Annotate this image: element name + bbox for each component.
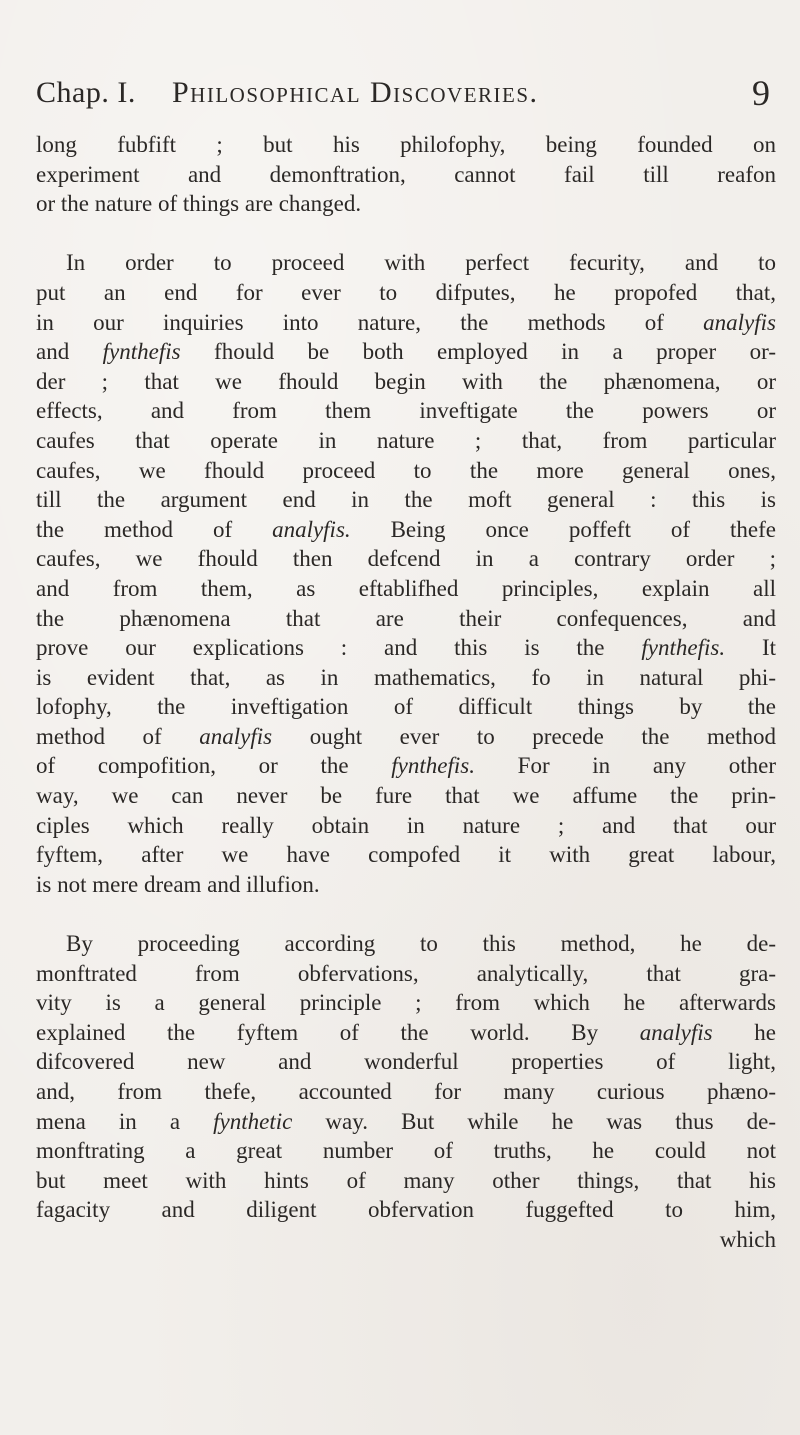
text-line [36,988,776,1018]
text-line [36,633,776,663]
text-run: vity is a general principle ; from which he afterwards [36,990,776,1016]
text-line [36,278,776,308]
text-line [36,811,776,841]
text-line [36,1195,776,1225]
text-line [36,929,776,959]
text-run: method of [36,723,200,749]
text-run: By proceeding according to this method, he de- [66,931,776,957]
text-line [36,515,776,545]
text-run: way. But while he was thus de- [292,1108,777,1134]
text-run: explained the fyftem of the world. By [36,1019,640,1045]
text-run: fhould be both employed in a proper or- [180,339,776,365]
text-run: and from them, as eftablifhed principles, explain all [36,575,776,601]
text-run: caufes, we fhould then defcend in a contrary order ; [36,546,776,572]
text-run: caufes, we fhould proceed to the more general ones, [36,457,776,483]
text-run: In order to proceed with perfect fecurity, and to [66,250,776,276]
text-run: monftrated from obfervations, analytically, that gra- [36,960,776,986]
text-run: fagacity and diligent obfervation fuggefted to him, [36,1197,776,1223]
text-line [36,426,776,456]
text-line [36,396,776,426]
text-run: fyftem, after we have compofed it with great labour, [36,842,776,868]
text-run: caufes that operate in nature ; that, from particular [36,427,776,453]
text-run: till the argument end in the moft general : this is [36,487,776,513]
text-line [36,781,776,811]
text-run: lofophy, the inveftigation of difficult things by the [36,694,776,720]
italic-term: fynthefis. [391,753,475,779]
text-line [36,959,776,989]
running-header [36,68,770,116]
text-line [36,248,776,278]
paragraph [36,248,776,899]
chapter-label: Chap. I. [36,76,136,109]
text-run: the phænomena that are their confequences, and [36,605,776,631]
paragraph-gap [36,219,776,249]
italic-term: analyfis [703,309,776,335]
italic-term: fynthefis [102,339,181,365]
text-run: mena in a [36,1108,214,1134]
text-line [36,870,776,900]
text-run: the method of [36,516,273,542]
text-line [36,663,776,693]
text-run: which [719,1226,776,1252]
paragraph [36,130,776,219]
text-run: difcovered new and wonderful properties of light, [36,1049,776,1075]
text-run: but meet with hints of many other things, that his [36,1167,776,1193]
text-line [36,308,776,338]
italic-term: analyfis [199,723,273,749]
text-run: experiment and demonftration, cannot fail till reafon [36,161,776,187]
text-line [36,130,776,160]
text-run: ought ever to precede the method [272,723,776,749]
text-run: long fubfift ; but his philofophy, being founded on [36,132,776,157]
text-line [36,1018,776,1048]
text-line [36,189,776,219]
text-line [36,1136,776,1166]
paragraph [36,929,776,1255]
text-line [36,367,776,397]
text-line [36,574,776,604]
text-line [36,456,776,486]
text-line [36,1225,776,1255]
text-run: is evident that, as in mathematics, fo in natural phi- [36,664,776,690]
text-run: or the nature of things are changed. [36,191,362,217]
text-run: der ; that we fhould begin with the phænomena, or [36,368,776,394]
text-run: in our inquiries into nature, the methods of [36,309,704,335]
italic-term: analyfis. [272,516,351,542]
text-run: put an end for ever to difputes, he propofed that, [36,279,776,305]
text-line [36,337,776,367]
text-run: he [712,1019,776,1045]
italic-term: fynthefis. [641,635,726,661]
text-line [36,485,776,515]
text-line [36,1047,776,1077]
text-run: prove our explications : and this is the [36,635,642,661]
text-line [36,1166,776,1196]
italic-term: fynthetic [213,1108,293,1134]
text-line [36,722,776,752]
text-run: ciples which really obtain in nature ; and that our [36,812,776,838]
italic-term: analyfis [639,1019,713,1045]
page-number: 9 [752,73,770,113]
text-run: For in any other [474,753,776,779]
text-line [36,544,776,574]
text-line [36,1107,776,1137]
text-run: of compofition, or the [36,753,392,779]
running-title: Philosophical Discoveries. [172,76,539,109]
text-line [36,604,776,634]
paragraph-gap [36,899,776,929]
body-text [36,130,776,1255]
text-run: Being once poffeft of thefe [350,516,776,542]
text-run: and, from thefe, accounted for many curious phæno- [36,1079,776,1104]
text-run: monftrating a great number of truths, he could not [36,1138,776,1164]
text-run: way, we can never be fure that we affume the prin- [36,783,776,809]
text-line [36,1077,776,1107]
text-line [36,751,776,781]
text-line [36,840,776,870]
text-line [36,160,776,190]
text-run: and [36,339,103,365]
text-run: is not mere dream and illufion. [36,871,320,897]
text-run: It [725,635,776,661]
text-line [36,692,776,722]
text-run: effects, and from them inveftigate the powers or [36,398,776,424]
